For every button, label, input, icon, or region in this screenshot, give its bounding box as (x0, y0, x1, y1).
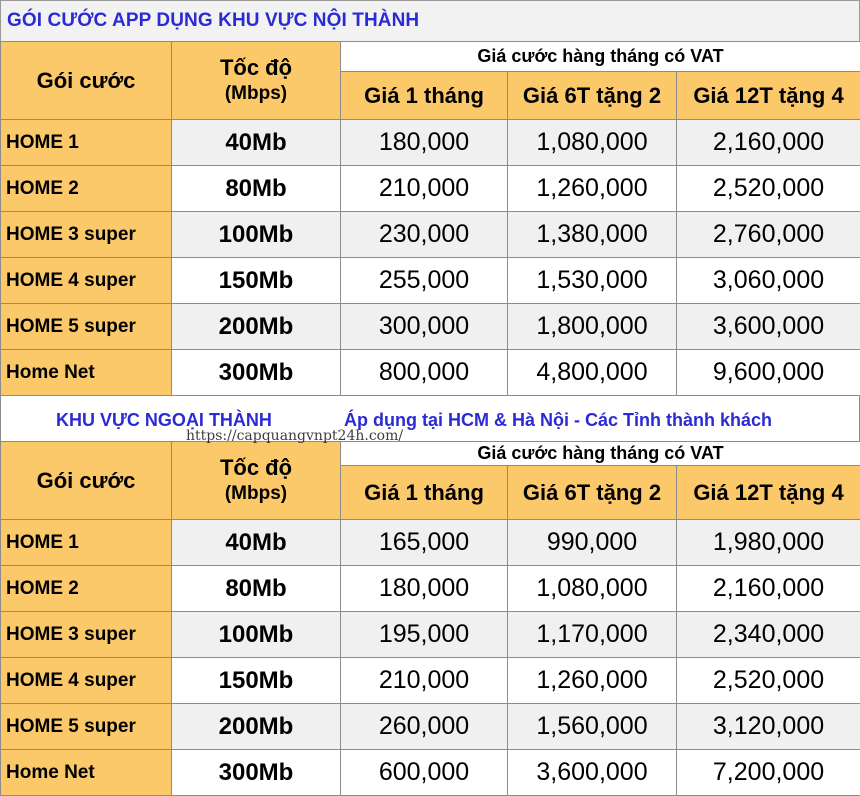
price-12-month: 2,160,000 (677, 120, 860, 166)
price-12-month-header: Giá 12T tặng 4 (677, 466, 860, 520)
website-watermark: https://capquangvnpt24h.com/ (186, 428, 404, 444)
price-12-month: 3,600,000 (677, 304, 860, 350)
price-6-month-header: Giá 6T tặng 2 (508, 72, 677, 120)
package-speed: 100Mb (172, 212, 341, 258)
price-1-month: 210,000 (341, 166, 508, 212)
table-row (1, 212, 860, 258)
package-name: HOME 4 super (1, 258, 172, 304)
price-12-month: 7,200,000 (677, 750, 860, 796)
package-speed: 40Mb (172, 520, 341, 566)
package-speed: 300Mb (172, 750, 341, 796)
package-name: HOME 3 super (1, 612, 172, 658)
price-12-month: 2,760,000 (677, 212, 860, 258)
vat-header: Giá cước hàng tháng có VAT (341, 442, 860, 466)
package-speed: 200Mb (172, 704, 341, 750)
price-12-month: 3,060,000 (677, 258, 860, 304)
price-6-month: 3,600,000 (508, 750, 677, 796)
price-1-month: 800,000 (341, 350, 508, 396)
outer-city-section-header (0, 396, 860, 442)
table-row (1, 750, 860, 796)
price-12-month: 3,120,000 (677, 704, 860, 750)
price-1-month: 260,000 (341, 704, 508, 750)
package-header: Gói cước (1, 42, 172, 120)
inner-city-price-table (0, 41, 860, 396)
package-name: HOME 4 super (1, 658, 172, 704)
package-name: HOME 1 (1, 120, 172, 166)
package-speed: 100Mb (172, 612, 341, 658)
price-6-month: 1,080,000 (508, 120, 677, 166)
package-name: HOME 2 (1, 566, 172, 612)
price-6-month: 1,260,000 (508, 658, 677, 704)
price-12-month: 2,520,000 (677, 166, 860, 212)
price-1-month-header: Giá 1 tháng (341, 72, 508, 120)
table-row (1, 566, 860, 612)
price-1-month: 195,000 (341, 612, 508, 658)
speed-header-label: Tốc độ (219, 54, 293, 80)
price-12-month: 2,160,000 (677, 566, 860, 612)
speed-header-unit: (Mbps) (224, 83, 288, 105)
table-row (1, 120, 860, 166)
applicable-region-label: Áp dụng tại HCM & Hà Nội - Các Tỉnh thành khách (344, 410, 773, 430)
price-1-month: 210,000 (341, 658, 508, 704)
package-speed: 40Mb (172, 120, 341, 166)
price-12-month: 2,340,000 (677, 612, 860, 658)
price-6-month-header: Giá 6T tặng 2 (508, 466, 677, 520)
package-name: HOME 3 super (1, 212, 172, 258)
price-1-month: 230,000 (341, 212, 508, 258)
vat-header: Giá cước hàng tháng có VAT (341, 42, 860, 72)
package-name: HOME 5 super (1, 704, 172, 750)
price-12-month: 1,980,000 (677, 520, 860, 566)
table-row (1, 658, 860, 704)
speed-header (172, 442, 341, 520)
price-6-month: 1,560,000 (508, 704, 677, 750)
speed-header (172, 42, 341, 120)
table-row (1, 350, 860, 396)
table-row (1, 304, 860, 350)
price-6-month: 1,260,000 (508, 166, 677, 212)
price-1-month: 180,000 (341, 566, 508, 612)
table-row (1, 166, 860, 212)
package-name: HOME 1 (1, 520, 172, 566)
table-row (1, 258, 860, 304)
price-1-month: 165,000 (341, 520, 508, 566)
price-1-month: 300,000 (341, 304, 508, 350)
price-6-month: 1,080,000 (508, 566, 677, 612)
price-6-month: 1,530,000 (508, 258, 677, 304)
package-speed: 200Mb (172, 304, 341, 350)
price-1-month-header: Giá 1 tháng (341, 466, 508, 520)
table-row (1, 612, 860, 658)
package-speed: 150Mb (172, 658, 341, 704)
speed-header-unit: (Mbps) (224, 483, 288, 505)
price-6-month: 4,800,000 (508, 350, 677, 396)
package-name: Home Net (1, 350, 172, 396)
price-1-month: 255,000 (341, 258, 508, 304)
package-speed: 150Mb (172, 258, 341, 304)
package-name: HOME 2 (1, 166, 172, 212)
price-6-month: 1,800,000 (508, 304, 677, 350)
outer-city-label: KHU VỰC NGOẠI THÀNH (56, 410, 272, 430)
price-1-month: 600,000 (341, 750, 508, 796)
package-speed: 300Mb (172, 350, 341, 396)
price-12-month: 2,520,000 (677, 658, 860, 704)
table-row (1, 704, 860, 750)
price-6-month: 1,170,000 (508, 612, 677, 658)
package-speed: 80Mb (172, 166, 341, 212)
price-6-month: 1,380,000 (508, 212, 677, 258)
price-12-month: 9,600,000 (677, 350, 860, 396)
table-row (1, 520, 860, 566)
package-name: HOME 5 super (1, 304, 172, 350)
price-12-month-header: Giá 12T tặng 4 (677, 72, 860, 120)
package-header: Gói cước (1, 442, 172, 520)
speed-header-label: Tốc độ (219, 454, 293, 480)
price-1-month: 180,000 (341, 120, 508, 166)
package-speed: 80Mb (172, 566, 341, 612)
outer-city-price-table (0, 441, 860, 796)
package-name: Home Net (1, 750, 172, 796)
price-6-month: 990,000 (508, 520, 677, 566)
page-title: GÓI CƯỚC APP DỤNG KHU VỰC NỘI THÀNH (0, 0, 860, 42)
